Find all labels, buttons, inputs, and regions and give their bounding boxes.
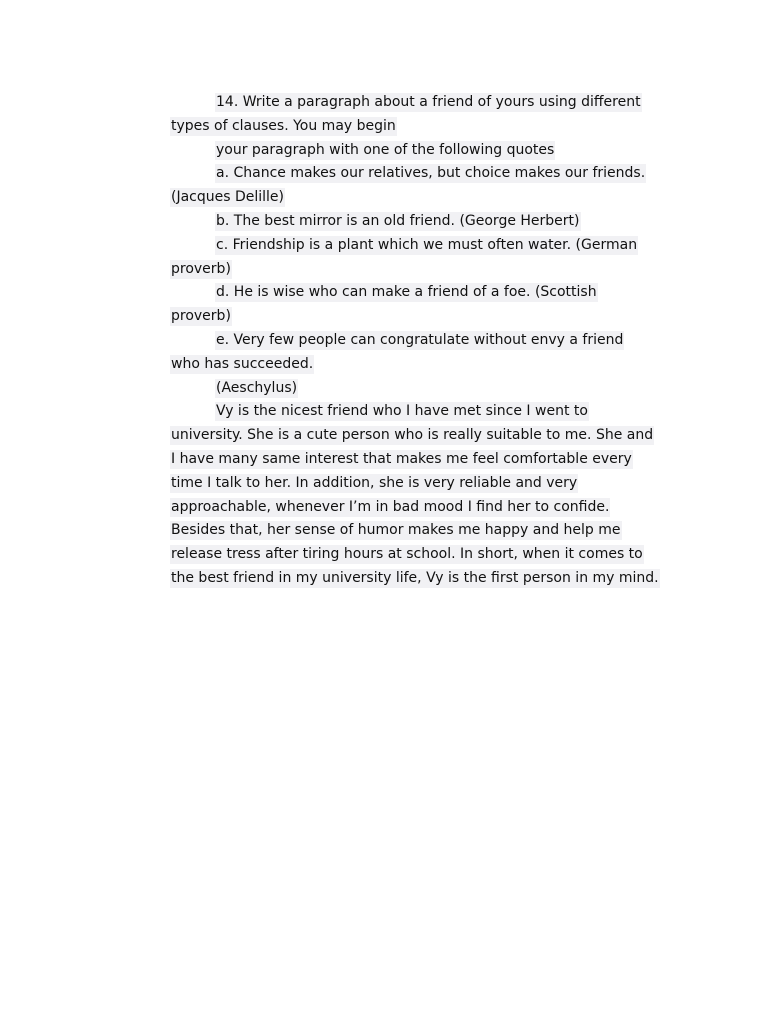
text-line-content: proverb) [171,308,231,325]
text-line-content: Vy is the nicest friend who I have met since I went to [216,403,588,420]
text-line [170,281,670,305]
text-line-content: 14. Write a paragraph about a friend of yours using different [216,94,641,110]
text-line [170,424,670,448]
text-line [170,91,670,115]
text-line-content: the best friend in my university life, Vy is the first person in my mind. [171,569,659,586]
text-line-content: university. She is a cute person who is really suitable to me. She and [171,427,654,444]
text-line [170,329,670,353]
text-line-content: who has succeeded. [171,355,314,372]
text-line [170,543,670,567]
text-line [170,234,670,258]
text-line-content: (Aeschylus) [216,379,298,396]
text-line [170,567,670,591]
text-line [170,377,670,401]
text-line [170,496,670,520]
text-line-content: c. Friendship is a plant which we must often water. (German [216,236,638,253]
text-line-content: a. Chance makes our relatives, but choice makes our friends. [216,165,646,182]
text-line-content: e. Very few people can congratulate without envy a friend [216,331,624,348]
text-line-content: b. The best mirror is an old friend. (George Herbert) [216,212,580,229]
text-line-content: proverb) [171,260,231,277]
text-line [170,210,670,234]
text-line [170,139,670,163]
text-line [170,186,670,210]
text-line [170,258,670,282]
document-text [170,91,670,591]
text-line [170,400,670,424]
text-line-content: your paragraph with one of the following quotes [216,141,555,158]
text-line [170,448,670,472]
text-line-content: release tress after tiring hours at school. In short, when it comes to [171,546,643,563]
text-line-content: I have many same interest that makes me feel comfortable every [171,450,632,467]
text-line-content: d. He is wise who can make a friend of a foe. (Scottish [216,284,597,301]
text-line [170,353,670,377]
text-line [170,305,670,329]
text-line-content: types of clauses. You may begin [171,117,396,134]
text-line-content: (Jacques Delille) [171,189,285,206]
text-line-content: approachable, whenever I’m in bad mood I find her to confide. [171,498,610,515]
text-line-content: time I talk to her. In addition, she is very reliable and very [171,474,578,491]
text-line [170,519,670,543]
text-line [170,472,670,496]
text-line [170,115,670,139]
text-line-content: Besides that, her sense of humor makes me happy and help me [171,522,621,539]
text-line [170,162,670,186]
